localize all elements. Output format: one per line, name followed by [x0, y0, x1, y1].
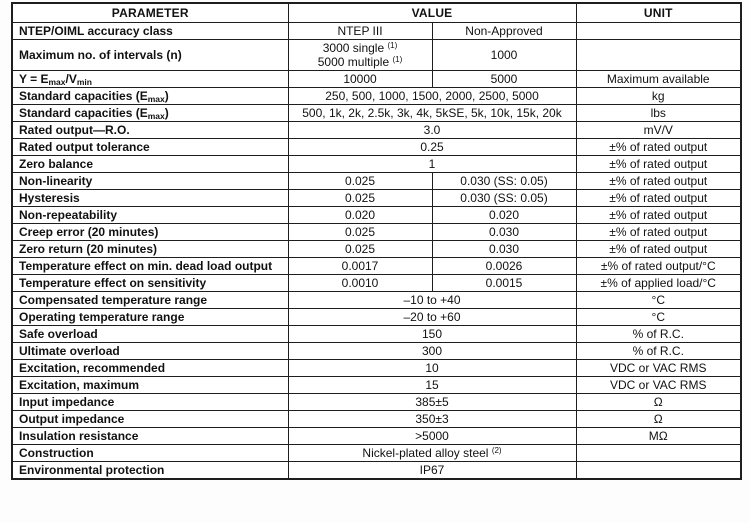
value-cell: Nickel-plated alloy steel $^{(2)}$: [288, 444, 576, 461]
parameter-cell: Insulation resistance: [12, 427, 288, 444]
parameter-cell: Zero balance: [12, 155, 288, 172]
unit-cell: ±% of rated output: [576, 189, 741, 206]
value-cell: 150: [288, 325, 576, 342]
value-cell: 0.030: [432, 223, 576, 240]
table-row: [12, 172, 741, 189]
value-cell: 3.0: [288, 121, 576, 138]
unit-cell: °C: [576, 291, 741, 308]
table-row: [12, 39, 741, 70]
table-row: [12, 104, 741, 121]
value-cell: 10: [288, 359, 576, 376]
unit-cell: °C: [576, 308, 741, 325]
spec-table: [11, 2, 742, 480]
value-cell: 0.0026: [432, 257, 576, 274]
parameter-cell: NTEP/OIML accuracy class: [12, 22, 288, 39]
unit-cell: ±% of rated output: [576, 223, 741, 240]
value-cell: 385±5: [288, 393, 576, 410]
parameter-cell: Rated output—R.O.: [12, 121, 288, 138]
unit-cell: MΩ: [576, 427, 741, 444]
value-cell: 0.0010: [288, 274, 432, 291]
value-cell: 15: [288, 376, 576, 393]
value-cell: Non-Approved: [432, 22, 576, 39]
parameter-cell: Excitation, recommended: [12, 359, 288, 376]
unit-cell: VDC or VAC RMS: [576, 376, 741, 393]
parameter-cell: Rated output tolerance: [12, 138, 288, 155]
unit-cell: ±% of rated output: [576, 155, 741, 172]
parameter-cell: Ultimate overload: [12, 342, 288, 359]
table-row: [12, 70, 741, 87]
unit-cell: ±% of rated output: [576, 172, 741, 189]
parameter-cell: Construction: [12, 444, 288, 461]
table-row: [12, 291, 741, 308]
unit-cell: [576, 461, 741, 479]
parameter-cell: Zero return (20 minutes): [12, 240, 288, 257]
parameter-cell: Safe overload: [12, 325, 288, 342]
table-row: [12, 189, 741, 206]
unit-cell: % of R.C.: [576, 342, 741, 359]
table-row: [12, 274, 741, 291]
unit-cell: % of R.C.: [576, 325, 741, 342]
value-cell: 0.0017: [288, 257, 432, 274]
value-cell: 500, 1k, 2k, 2.5k, 3k, 4k, 5kSE, 5k, 10k, 15k, 20k: [288, 104, 576, 121]
unit-cell: ±% of rated output/°C: [576, 257, 741, 274]
table-row: [12, 87, 741, 104]
value-cell: 300: [288, 342, 576, 359]
parameter-cell: Output impedance: [12, 410, 288, 427]
table-row: [12, 240, 741, 257]
value-cell: 0.020: [432, 206, 576, 223]
value-cell: 0.025: [288, 240, 432, 257]
table-row: [12, 22, 741, 39]
spec-table-body: [12, 22, 741, 479]
value-cell: 250, 500, 1000, 1500, 2000, 2500, 5000: [288, 87, 576, 104]
value-cell: NTEP III: [288, 22, 432, 39]
value-cell: 1000: [432, 39, 576, 70]
unit-cell: ±% of applied load/°C: [576, 274, 741, 291]
unit-cell: [576, 39, 741, 70]
value-cell: 0.025: [288, 189, 432, 206]
table-row: [12, 461, 741, 479]
table-row: [12, 138, 741, 155]
table-row: [12, 257, 741, 274]
table-row: [12, 223, 741, 240]
value-cell: 0.025: [288, 172, 432, 189]
table-row: [12, 427, 741, 444]
parameter-cell: Temperature effect on sensitivity: [12, 274, 288, 291]
value-cell: 0.030 (SS: 0.05): [432, 189, 576, 206]
value-cell: 3000 single $^{(1)}$ 5000 multiple $^{(1)}$: [288, 39, 432, 70]
header-parameter: PARAMETER: [12, 3, 288, 22]
parameter-cell: Compensated temperature range: [12, 291, 288, 308]
value-cell: 0.0015: [432, 274, 576, 291]
table-row: [12, 155, 741, 172]
unit-cell: Ω: [576, 410, 741, 427]
unit-cell: ±% of rated output: [576, 206, 741, 223]
unit-cell: mV/V: [576, 121, 741, 138]
table-row: [12, 410, 741, 427]
value-cell: 5000: [432, 70, 576, 87]
parameter-cell: Standard capacities $(E_{max})$: [12, 104, 288, 121]
parameter-cell: Environmental protection: [12, 461, 288, 479]
unit-cell: kg: [576, 87, 741, 104]
table-row: [12, 325, 741, 342]
unit-cell: Ω: [576, 393, 741, 410]
parameter-cell: Operating temperature range: [12, 308, 288, 325]
table-row: [12, 444, 741, 461]
parameter-cell: Non-linearity: [12, 172, 288, 189]
value-cell: 0.030: [432, 240, 576, 257]
unit-cell: lbs: [576, 104, 741, 121]
value-cell: 0.020: [288, 206, 432, 223]
value-cell: 350±3: [288, 410, 576, 427]
unit-cell: ±% of rated output: [576, 240, 741, 257]
parameter-cell: Temperature effect on min. dead load output: [12, 257, 288, 274]
value-cell: –10 to +40: [288, 291, 576, 308]
value-cell: 10000: [288, 70, 432, 87]
header-row: [12, 3, 741, 22]
value-cell: 1: [288, 155, 576, 172]
value-cell: IP67: [288, 461, 576, 479]
table-row: [12, 393, 741, 410]
value-cell: >5000: [288, 427, 576, 444]
value-cell: 0.025: [288, 223, 432, 240]
header-value: VALUE: [288, 3, 576, 22]
parameter-cell: Non-repeatability: [12, 206, 288, 223]
table-row: [12, 359, 741, 376]
unit-cell: [576, 444, 741, 461]
parameter-cell: Standard capacities $(E_{max})$: [12, 87, 288, 104]
value-cell: –20 to +60: [288, 308, 576, 325]
header-unit: UNIT: [576, 3, 741, 22]
table-row: [12, 308, 741, 325]
table-row: [12, 121, 741, 138]
unit-cell: VDC or VAC RMS: [576, 359, 741, 376]
unit-cell: Maximum available: [576, 70, 741, 87]
parameter-cell: $Y = E_{max}/V_{min}$: [12, 70, 288, 87]
value-cell: 0.030 (SS: 0.05): [432, 172, 576, 189]
table-row: [12, 206, 741, 223]
parameter-cell: Excitation, maximum: [12, 376, 288, 393]
value-cell: 0.25: [288, 138, 576, 155]
parameter-cell: Maximum no. of intervals (n): [12, 39, 288, 70]
parameter-cell: Creep error (20 minutes): [12, 223, 288, 240]
table-row: [12, 376, 741, 393]
parameter-cell: Input impedance: [12, 393, 288, 410]
table-row: [12, 342, 741, 359]
unit-cell: [576, 22, 741, 39]
parameter-cell: Hysteresis: [12, 189, 288, 206]
unit-cell: ±% of rated output: [576, 138, 741, 155]
